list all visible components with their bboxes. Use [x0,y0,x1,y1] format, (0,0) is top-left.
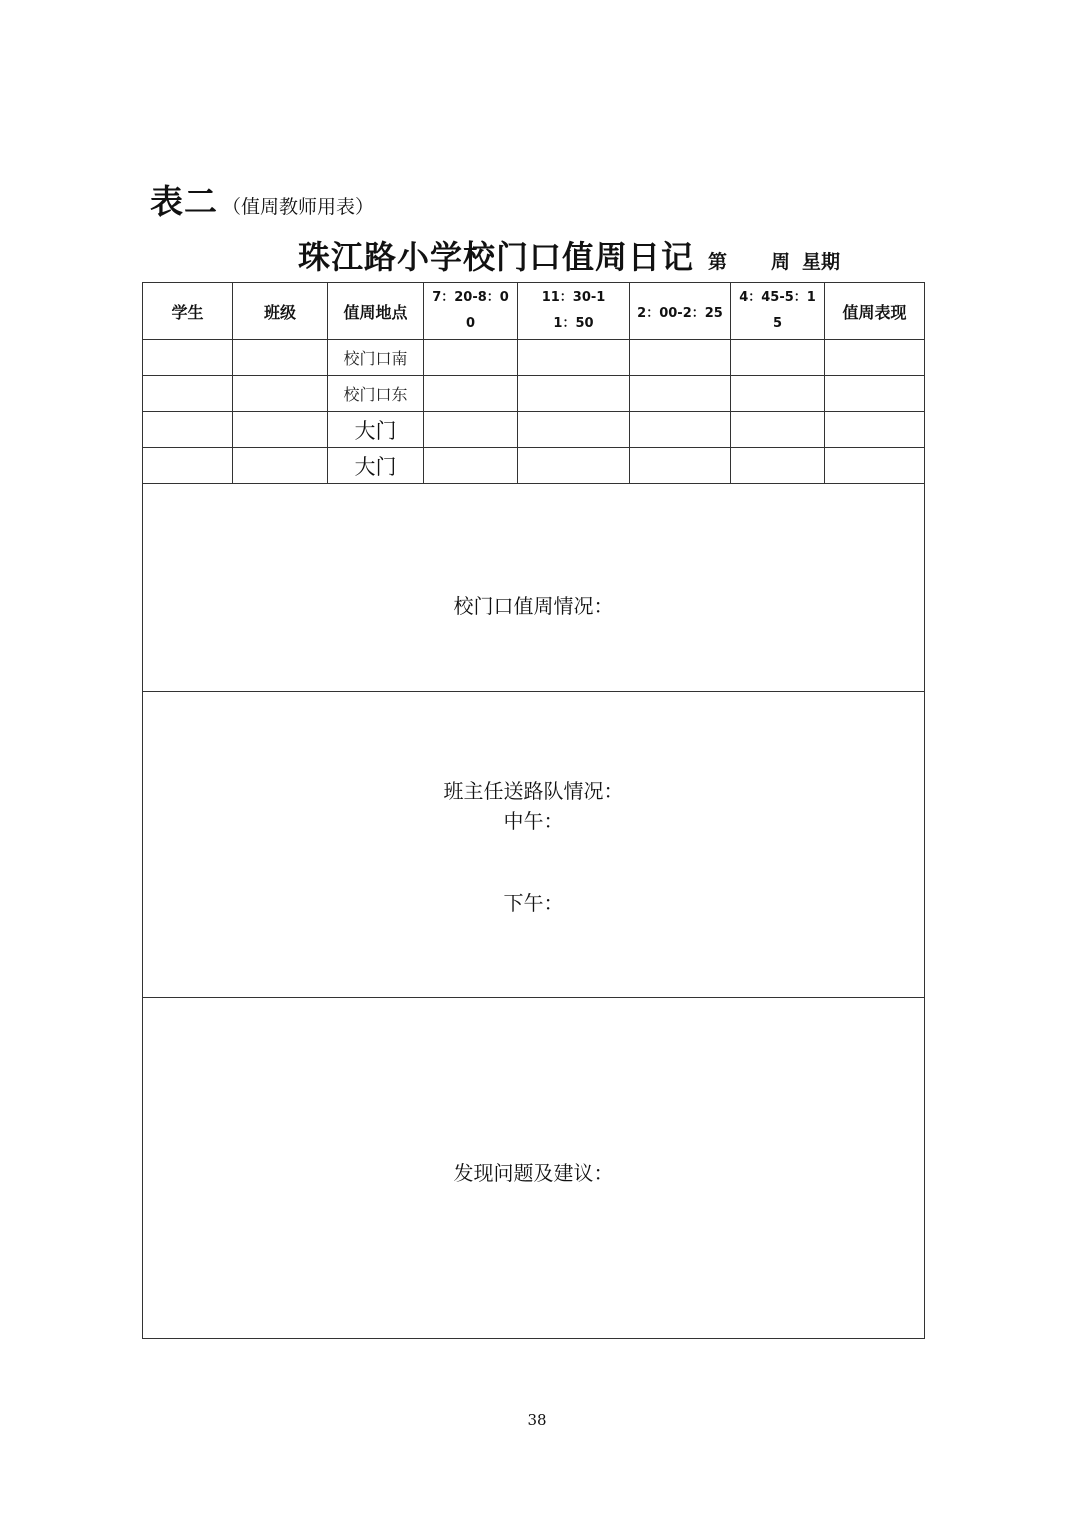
document-title: 珠江路小学校门口值周日记 [298,238,695,276]
document-title-row [298,232,840,278]
day-label: 星期 [802,251,841,273]
location-cell: 校门口南 [328,340,424,376]
heading-sub: （值周教师用表） [222,196,375,218]
time-cell[interactable] [424,340,518,376]
time-cell[interactable] [731,412,825,448]
header-time-4 [731,283,825,340]
header-time-3: 2：00-2：25 [630,283,731,340]
issues-section [143,998,925,1339]
escort-label: 班主任送路队情况： [443,778,624,803]
week-suffix: 周 [771,251,791,273]
gate-status-label: 校门口值周情况： [453,594,614,618]
header-time-1 [424,283,518,340]
time-cell[interactable] [731,448,825,484]
class-cell[interactable] [233,448,328,484]
time-cell[interactable] [630,448,731,484]
location-cell: 大门 [328,412,424,448]
table-row [143,412,925,448]
page-number: 38 [527,1411,547,1429]
time-cell[interactable] [731,376,825,412]
heading-main: 表二 [150,182,218,221]
table-header-row [143,283,925,340]
time-cell[interactable] [518,448,630,484]
gate-status-cell[interactable] [143,484,925,692]
time-cell[interactable] [424,448,518,484]
header-time-2 [518,283,630,340]
table-row [143,376,925,412]
student-cell[interactable] [143,376,233,412]
header-time-1-text: 7：20-8：00 [432,290,509,331]
time-cell[interactable] [518,340,630,376]
header-performance: 值周表现 [825,283,925,340]
header-student: 学生 [143,283,233,340]
location-cell: 校门口东 [328,376,424,412]
duty-diary-table [142,282,925,1339]
header-class: 班级 [233,283,328,340]
performance-cell[interactable] [825,412,925,448]
table-heading [150,176,374,223]
noon-label: 中午： [503,808,564,833]
time-cell[interactable] [731,340,825,376]
week-prefix: 第 [708,251,728,273]
header-time-2-text: 11：30-11：50 [541,290,606,331]
performance-cell[interactable] [825,448,925,484]
student-cell[interactable] [143,412,233,448]
issues-label: 发现问题及建议： [453,1161,614,1185]
header-location: 值周地点 [328,283,424,340]
time-cell[interactable] [518,376,630,412]
time-cell[interactable] [630,376,731,412]
table-row [143,340,925,376]
afternoon-label: 下午： [503,890,564,915]
time-cell[interactable] [630,412,731,448]
escort-cell[interactable] [143,692,925,998]
time-cell[interactable] [630,340,731,376]
class-cell[interactable] [233,412,328,448]
class-cell[interactable] [233,376,328,412]
performance-cell[interactable] [825,340,925,376]
performance-cell[interactable] [825,376,925,412]
time-cell[interactable] [518,412,630,448]
class-cell[interactable] [233,340,328,376]
time-cell[interactable] [424,376,518,412]
issues-cell[interactable] [143,998,925,1339]
student-cell[interactable] [143,448,233,484]
table-row [143,448,925,484]
location-cell: 大门 [328,448,424,484]
escort-section [143,692,925,998]
time-cell[interactable] [424,412,518,448]
gate-status-section [143,484,925,692]
header-time-4-text: 4：45-5：15 [739,290,816,331]
spacer [143,836,924,888]
student-cell[interactable] [143,340,233,376]
